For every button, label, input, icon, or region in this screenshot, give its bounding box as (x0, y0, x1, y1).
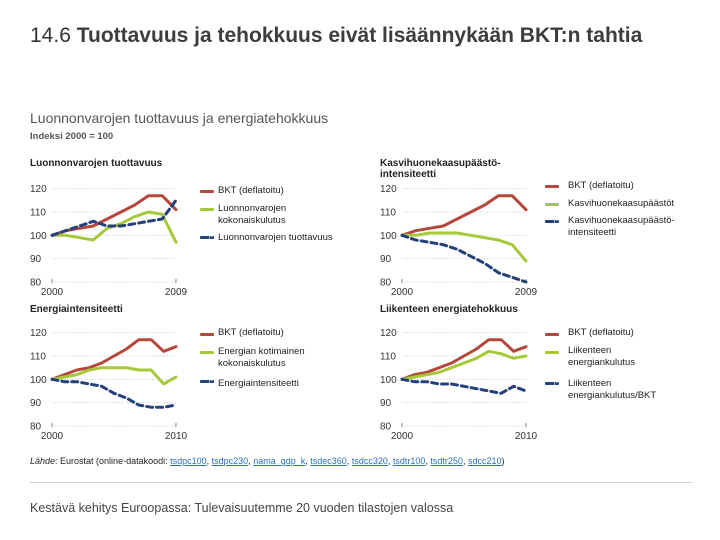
legend-swatch-resource-productivity (200, 236, 214, 239)
y-tick-label: 100 (380, 230, 397, 242)
y-tick-label: 120 (380, 184, 397, 196)
legend-swatch-transport-consumption (545, 351, 559, 354)
y-tick-label: 90 (30, 254, 42, 266)
source-text: : Eurostat (online-datakoodi: (55, 456, 171, 466)
panel-title-ghg-intensity: Kasvihuonekaasupäästö- intensiteetti (380, 158, 501, 180)
chart-resource-productivity (28, 174, 208, 304)
y-tick-label: 120 (30, 328, 47, 340)
y-tick-label: 80 (30, 421, 42, 433)
y-tick-label: 120 (380, 328, 397, 340)
chart-energy-intensity (28, 318, 208, 448)
source-note: Lähde: Eurostat (online-datakoodi: tsdpc100, tsdpc230, nama_gdp_k, tsdec360, tsdcc320, tsdtr100, tsdtr250, sdcc210) (30, 456, 505, 466)
legend-label-resource-consumption: Luonnonvarojen kokonaiskulutus (218, 203, 287, 226)
series-line (52, 340, 176, 380)
legend-swatch-gdp (545, 185, 559, 188)
y-tick-label: 90 (380, 398, 392, 410)
legend-swatch-gdp (545, 333, 559, 336)
source-link[interactable]: tsdpc100 (170, 456, 207, 466)
legend-label-resource-productivity: Luonnonvarojen tuottavuus (218, 232, 333, 243)
legend-swatch-gdp (200, 190, 214, 193)
source-link[interactable]: tsdpc230 (211, 456, 249, 466)
chart-ghg-intensity (378, 174, 558, 304)
legend-label-energy-intensity: Energiaintensiteetti (218, 378, 299, 389)
y-tick-label: 100 (30, 230, 47, 242)
y-tick-label: 90 (380, 254, 392, 266)
slide-title-text: Tuottavuus ja tehokkuus eivät lisäännykään BKT:n tahtia (76, 24, 643, 47)
y-tick-label: 100 (30, 374, 47, 386)
x-tick-label: 2010 (514, 431, 538, 442)
y-tick-label: 110 (380, 207, 396, 219)
legend-label-gdp: BKT (deflatoitu) (218, 327, 284, 338)
source-label: Lähde (30, 456, 56, 466)
slide-title (30, 22, 700, 49)
source-link[interactable]: nama_gdp_k (253, 456, 306, 466)
series-line (52, 200, 176, 235)
y-tick-label: 110 (30, 351, 46, 363)
legend-swatch-gdp (200, 333, 214, 336)
x-tick-label: 2009 (514, 287, 538, 298)
legend-label-gdp: BKT (deflatoitu) (568, 180, 634, 191)
y-tick-label: 100 (380, 374, 397, 386)
figure-subtitle: Luonnonvarojen tuottavuus ja energiatehokkuus (30, 110, 329, 126)
source-link[interactable]: tsdtr250 (430, 456, 463, 466)
legend-label-gdp: BKT (deflatoitu) (218, 185, 284, 196)
y-tick-label: 110 (380, 351, 396, 363)
y-tick-label: 80 (380, 277, 392, 289)
legend-label-transport-per-gdp: Liikenteen energiankulutus/BKT (568, 378, 657, 401)
legend-swatch-resource-consumption (200, 208, 214, 211)
legend-swatch-energy-intensity (200, 380, 214, 383)
series-line (402, 233, 526, 261)
legend-swatch-ghg-emissions (545, 203, 559, 206)
y-tick-label: 110 (30, 207, 46, 219)
footer-text: Kestävä kehitys Euroopassa: Tulevaisuutemme 20 vuoden tilastojen valossa (30, 501, 454, 515)
x-tick-label: 2000 (390, 287, 414, 298)
legend-swatch-ghg-intensity (545, 220, 559, 223)
series-line (402, 340, 526, 380)
legend-label-transport-consumption: Liikenteen energiankulutus (568, 345, 636, 368)
panel-title-resource-productivity: Luonnonvarojen tuottavuus (30, 158, 163, 169)
source-end: ) (501, 456, 505, 466)
series-line (402, 196, 526, 236)
source-link[interactable]: tsdec360 (310, 456, 347, 466)
legend-swatch-transport-per-gdp (545, 382, 559, 385)
panel-title-energy-intensity: Energiaintensiteetti (30, 304, 123, 315)
y-tick-label: 80 (380, 421, 392, 433)
x-tick-label: 2000 (40, 431, 64, 442)
y-tick-label: 120 (30, 184, 47, 196)
legend-label-energy-consumption: Energian kotimainen kokonaiskulutus (218, 346, 305, 369)
legend-label-gdp: BKT (deflatoitu) (568, 327, 634, 338)
slide-title-number: 14.6 (30, 24, 71, 47)
series-line (402, 379, 526, 393)
source-link[interactable]: tsdcc320 (351, 456, 388, 466)
legend-swatch-energy-consumption (200, 351, 214, 354)
x-tick-label: 2000 (40, 287, 64, 298)
legend-label-ghg-intensity: Kasvihuonekaasupäästö- intensiteetti (568, 215, 675, 238)
index-note: Indeksi 2000 = 100 (30, 131, 114, 142)
legend-label-ghg-emissions: Kasvihuonekaasupäästöt (568, 198, 675, 209)
source-link[interactable]: sdcc210 (467, 456, 502, 466)
y-tick-label: 90 (30, 398, 42, 410)
x-tick-label: 2010 (164, 431, 188, 442)
x-tick-label: 2009 (164, 287, 188, 298)
y-tick-label: 80 (30, 277, 42, 289)
panel-title-transport-efficiency: Liikenteen energiatehokkuus (380, 304, 518, 315)
x-tick-label: 2000 (390, 431, 414, 442)
footer-divider (30, 482, 692, 483)
source-link[interactable]: tsdtr100 (392, 456, 426, 466)
chart-transport-efficiency (378, 318, 558, 448)
